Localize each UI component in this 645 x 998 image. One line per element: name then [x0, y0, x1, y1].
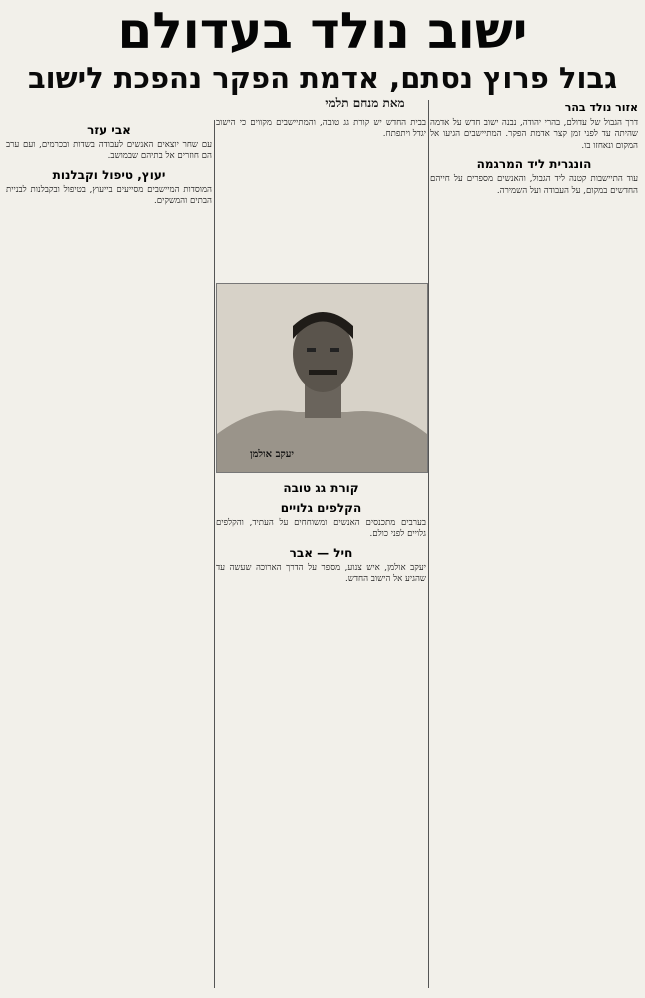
section-heading: חיל — אבר	[289, 545, 353, 560]
article-column-right	[430, 96, 638, 990]
section-text: עם שחר יוצאים האנשים לעבודה בשדות ובכרמים, ועם ערב הם חוזרים אל בתיהם שבמושב.	[6, 140, 212, 162]
headline: ישוב נולד בעדולם	[117, 2, 528, 60]
column-rule	[214, 120, 215, 988]
section-heading: קורת גג טובה	[283, 481, 359, 495]
section-heading: אבי עזר	[87, 123, 131, 137]
column-rule	[428, 100, 429, 988]
subheadline: גבול פרוץ נסתם, אדמת הפקר נהפכת לישוב	[27, 61, 618, 95]
section-text: בערבים מתכנסים האנשים ומשוחחים על העתיד, והקלפים גלויים לפני כולם.	[216, 518, 426, 540]
photo-caption: יעקב אולמן	[249, 449, 295, 460]
section-heading: הקלפים גלויים	[280, 501, 362, 515]
section-text: המוסדות המיישבים מסייעים בייעוץ, בטיפול ובקבלנות לבניית הבתים והמשקים.	[6, 184, 212, 207]
article-column-middle-bottom	[216, 476, 426, 990]
section-text: יעקב אולמן, איש צנוע, מספר על הדרך הארוכה שעשה עד שהגיע אל הישוב החדש.	[216, 562, 426, 585]
section-heading: אזור נולד בהר	[564, 101, 638, 114]
portrait-illustration	[217, 284, 427, 472]
article-column-middle-top	[216, 118, 426, 278]
section-heading: יעוץ, טיפול וקבלנות	[52, 167, 166, 182]
section-heading: הונגרית ליד המרגמה	[476, 157, 592, 172]
portrait-photo	[216, 283, 428, 473]
section-text: בבית החדש יש קורת גג טובה, והמתיישבים מקווים כי הישוב יגדל ויתפתח.	[216, 118, 426, 140]
section-text: דרך הגבול של עדולם, בהרי יהודה, נבנה ישוב חדש על אדמה שהיתה עד לפני זמן קצר אדמת הפקר. המתיישבים הגיעו אל המקום ונאחזו בו.	[430, 118, 638, 151]
article-column-left	[6, 118, 212, 990]
byline: מאת מנחם תלמי	[325, 96, 405, 110]
section-text: עוד התיישבות קטנה ליד הגבול, והאנשים מספרים על חייהם החדשים במקום, על העבודה ועל השמירה.	[430, 174, 638, 196]
